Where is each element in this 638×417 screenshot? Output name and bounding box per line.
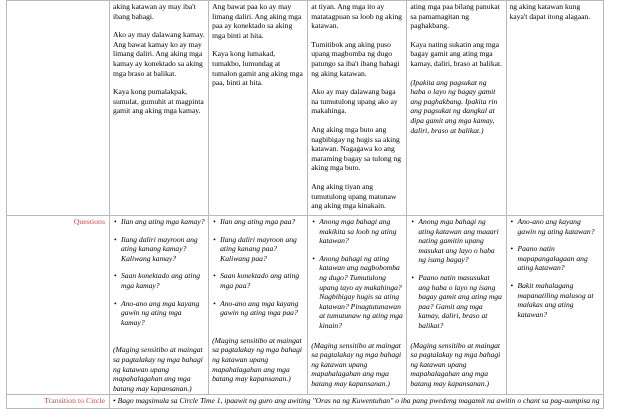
questions-measurement-cell <box>407 216 506 395</box>
content-row <box>7 1 604 216</box>
lesson-plan-table <box>6 0 604 409</box>
list-item: • Paano natin masusukat ang haba o layo ng isang bagay gamit ang ating mga paa? Gamit ang mga kamay, daliri, braso at balikat? <box>410 273 502 331</box>
row-label-empty <box>7 1 110 216</box>
content-hands-cell: aking katawan ay may iba't ibang bahagi. Ako ay may dalawang kamay. Ang bawat kamay ko ay may limang daliri. Ang aking mga kamay ay konektado sa aking mga braso at balikat. Kaya kong pumalakpak, sumulat, gumuhit at magpinta gamit ang aking mga kamay. <box>110 1 209 216</box>
questions-list <box>212 217 304 318</box>
transition-row <box>7 395 604 409</box>
list-item: • Ano-ano ang kayang gawin ng ating katawan? <box>510 217 600 236</box>
list-item: • Saan konektado ang ating mga kamay? <box>113 271 205 290</box>
questions-list <box>510 217 600 319</box>
list-item: • Bakit mahalagang mapanatiling malusog at malakas ang ating katawan? <box>510 281 600 319</box>
questions-list <box>311 217 403 331</box>
list-item: • Ilang daliri mayroon ang ating kanang kamay? Kaliwang kamay? <box>113 235 205 264</box>
content-measurement-cell: ating mga paa bilang panukat sa pamamagitan ng paghakbang. Kaya nating sukatin ang mga bagay gamit ang ating mga kamay, daliri, braso at balikat. (Ipakita ang pagsukat ng haba o layo ng bagay gamit ang paghakbang. Ipakita rin ang pagsukat ng dangkal at dipa gamit ang mga kamay, daliri, braso at balikat.) <box>407 1 506 216</box>
content-feet-cell: Ang bawat paa ko ay may limang daliri. Ang aking mga paa ay konektado sa aking mga binti at hita. Kaya kong lumakad, tumakbo, lumundag at tumalon gamit ang aking mga paa, binti at hita. <box>209 1 308 216</box>
transition-text: Bago magsimula sa Circle Time 1, ipaawit ng guro ang awiting "Oras na ng Kuwentuhan" o iba pang pwedeng magamit na awitin o chant sa pag-uumpisa ng <box>117 396 600 406</box>
questions-list <box>410 217 502 331</box>
questions-list <box>113 217 205 327</box>
content-internal-organs-cell: at tiyan. Ang mga ito ay matatagpuan sa loob ng aking katawan. Tumitibok ang aking puso upang magbomba ng dugo patungo sa iba't ibang bahagi ng aking katawan. Ako ay may dalawang baga na tumutulong upang ako ay makahinga. Ang aking mga buto ang nagbibigay ng hugis sa aking katawan. Nagagawa ko ang maraming bagay sa tulong ng aking mga buto. Ang aking tiyan ang tumutulong upang matunaw ang aking mga kinakain. <box>308 1 407 216</box>
questions-care-cell <box>506 216 603 395</box>
questions-organs-cell <box>308 216 407 395</box>
list-item: • Ilan ang ating mga paa? <box>212 217 304 227</box>
transition-label: Transition to Circle <box>7 395 110 409</box>
questions-feet-cell <box>209 216 308 395</box>
content-care-cell: ng aking katawan kung kaya't dapat itong alagaan. <box>506 1 603 216</box>
list-item: • Ilan ang ating mga kamay? <box>113 217 205 227</box>
list-item: • Ano-ano ang mga kayang gawin ng ating mga kamay? <box>113 299 205 328</box>
sensitivity-note: (Maging sensitibo at maingat sa pagtalakay ng mga bahagi ng katawan upang mapahalagahan ang mga batang may kapansanan.) <box>311 340 402 388</box>
list-item: • Anong mga bahagi ng ating katawan ang maaari nating gamitin upang masukat ang layo o haba ng isang bagay? <box>410 217 502 265</box>
sensitivity-note: (Maging sensitibo at maingat sa pagtalakay ng mga bahagi ng katawan upang mapahalagahan ang mga batang may kapansanan.) <box>113 345 203 393</box>
bullet-icon: • <box>113 396 116 406</box>
list-item: • Saan konektado ang ating mga paa? <box>212 271 304 290</box>
questions-hands-cell <box>110 216 209 395</box>
list-item: • Paano natin mapapangalagaan ang ating katawan? <box>510 244 600 273</box>
list-item: • Anong bahagi ng ating katawan ang nagbobomba ng dugo? Tumutulong upang tayo ay makahinga? Nagbibigay hugis sa ating katawan? Pinagtutunawan at tumutunaw ng ating mga kinain? <box>311 254 403 331</box>
list-item: • Anong mga bahagi ang makikita sa loob ng ating katawan? <box>311 217 403 246</box>
list-item: • Ano-ano ang mga kayang gawin ng ating mga paa? <box>212 299 304 318</box>
questions-label: Questions <box>7 216 110 395</box>
sensitivity-note: (Maging sensitibo at maingat sa pagtalakay ng mga bahagi ng katawan upang mapahalagahan ang mga batang may kapansanan.) <box>410 340 501 388</box>
questions-row <box>7 216 604 395</box>
transition-cell <box>110 395 604 409</box>
list-item: • Ilang daliri mayroon ang ating kanang paa? Kaliwang paa? <box>212 235 304 264</box>
sensitivity-note: (Maging sensitibo at maingat sa pagtalakay ng mga bahagi ng katawan upang mapahalagahan ang mga batang may kapansanan.) <box>212 335 302 384</box>
